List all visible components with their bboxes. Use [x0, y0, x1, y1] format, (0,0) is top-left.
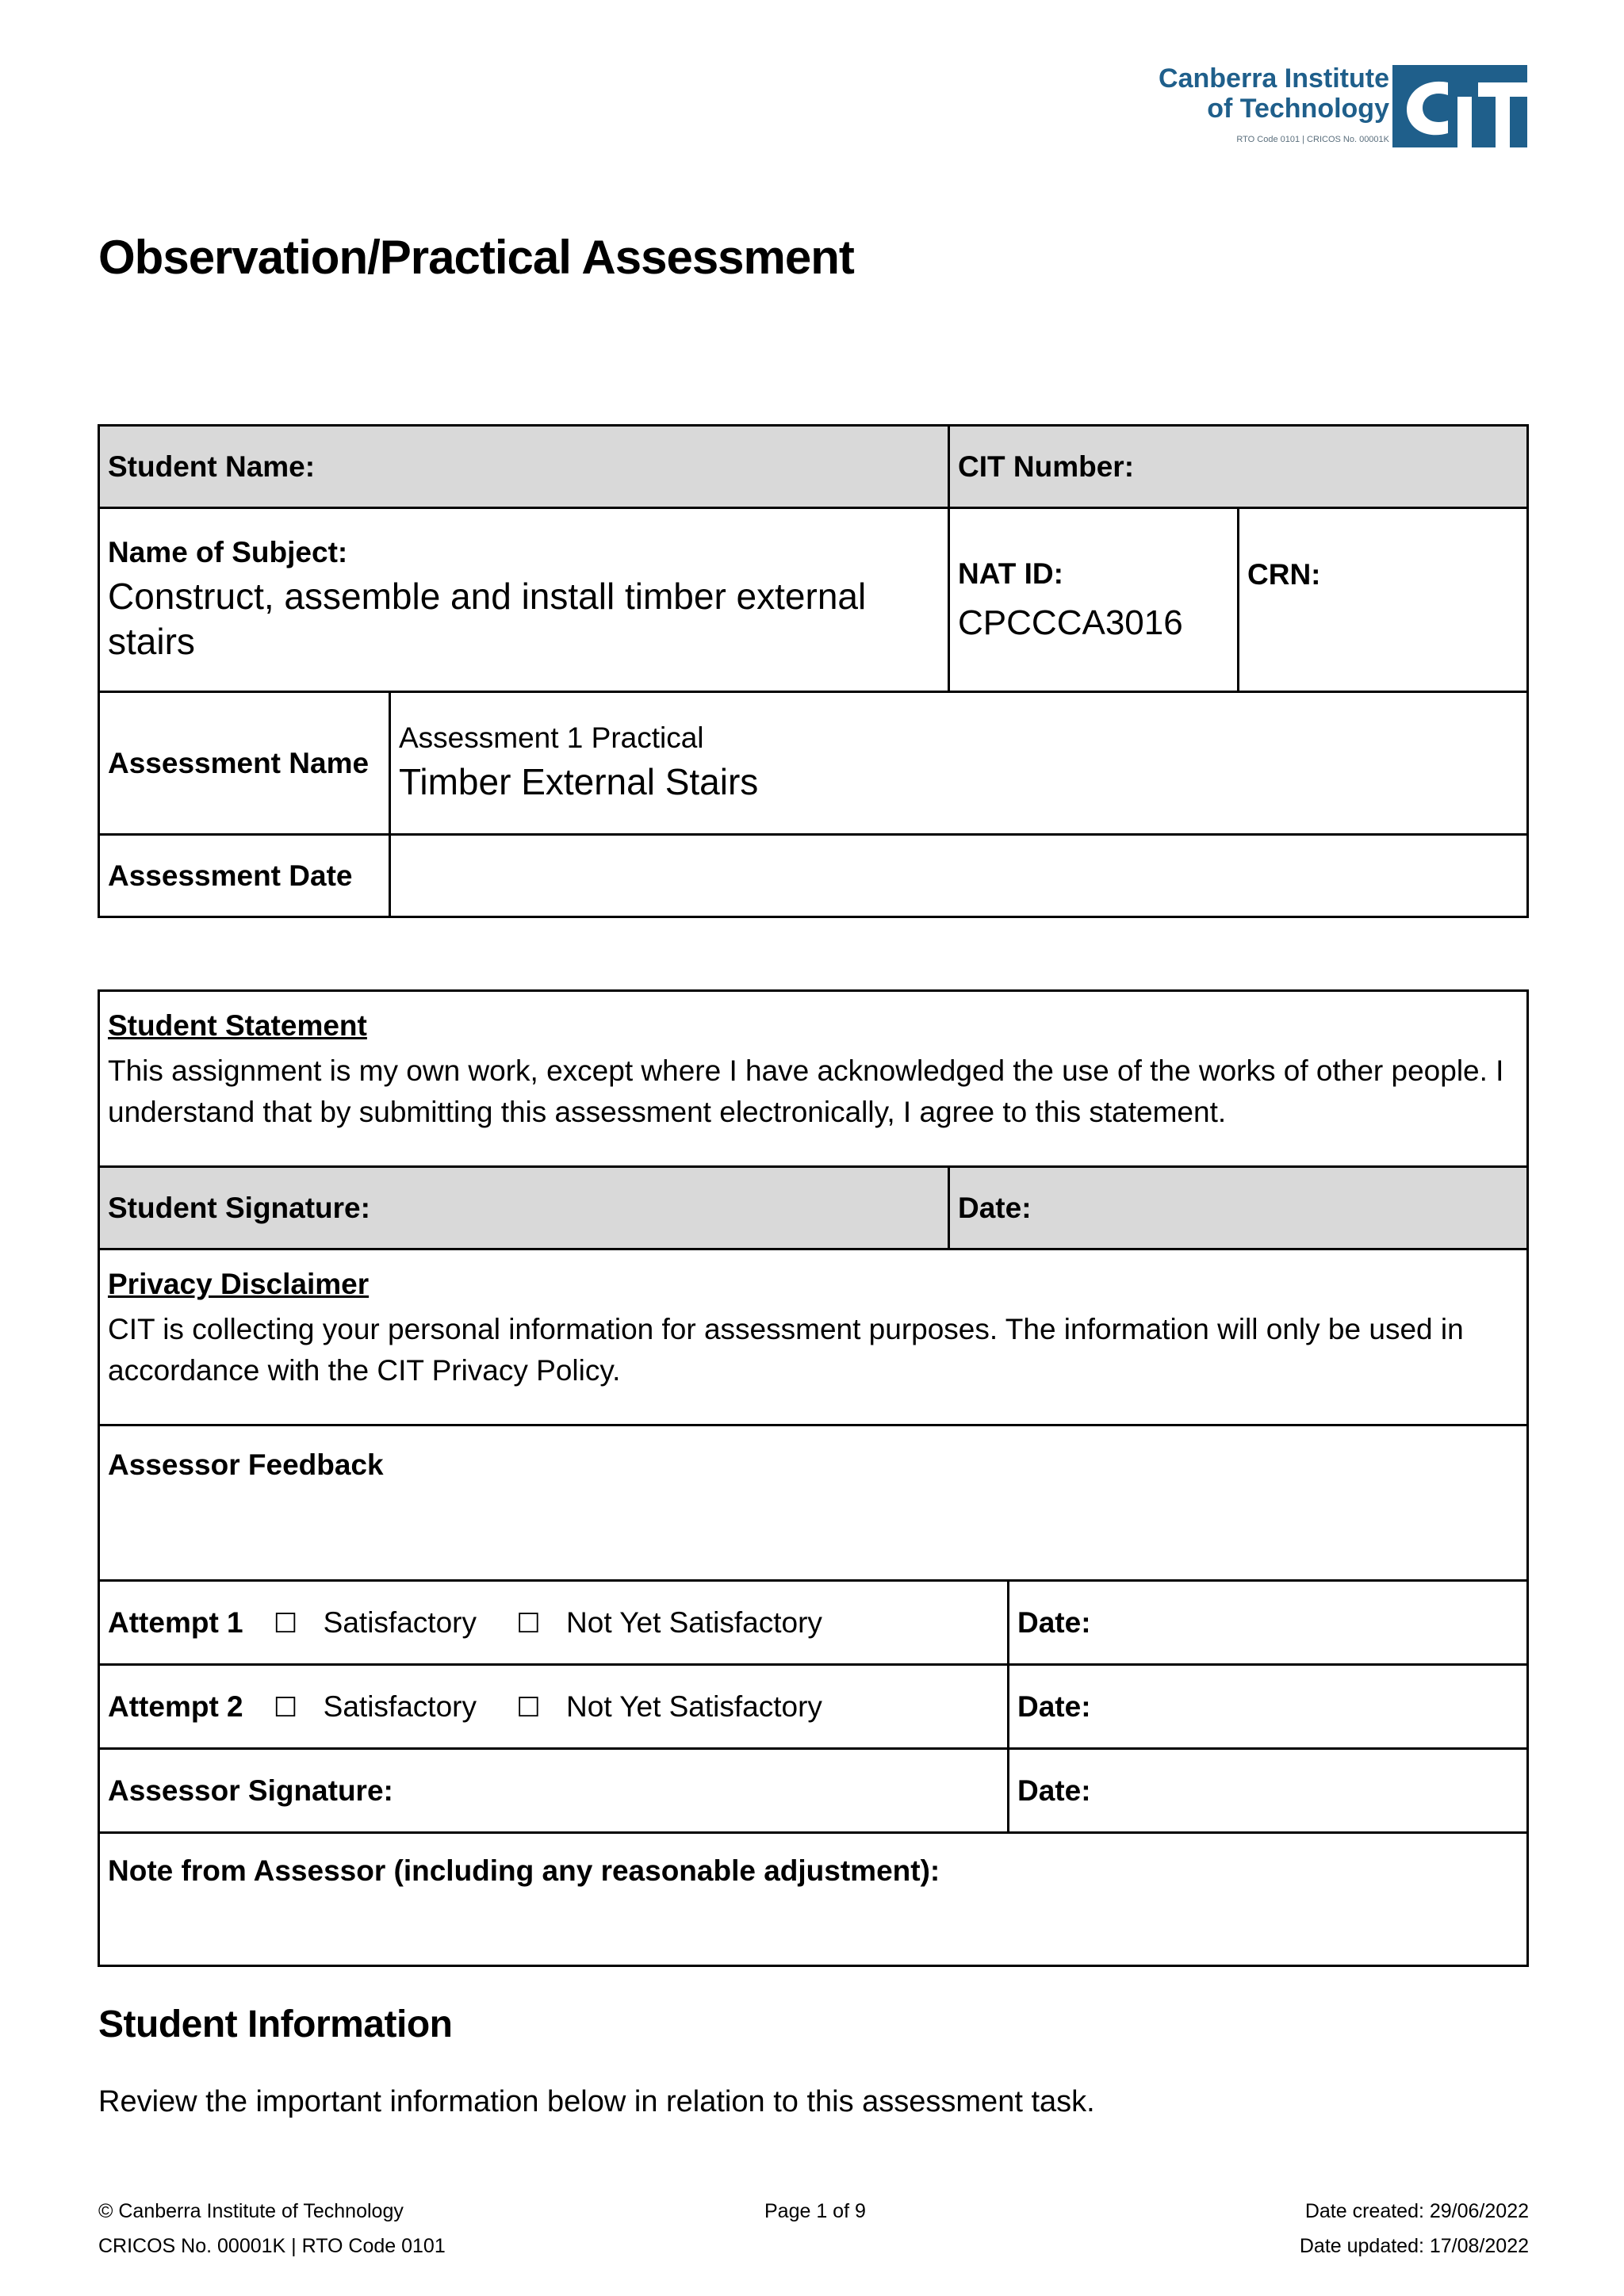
- attempt-1-label: Attempt 1: [108, 1605, 243, 1639]
- statement-feedback-table: [98, 989, 1529, 1967]
- footer-date-updated: Date updated: 17/08/2022: [1299, 2235, 1529, 2257]
- attempt-1-date-label: Date:: [1017, 1605, 1091, 1639]
- assessor-note-field[interactable]: [99, 1833, 1528, 1966]
- crn-label: CRN:: [1247, 558, 1321, 591]
- nat-id-value: CPCCCA3016: [958, 603, 1183, 642]
- assessment-name-cell: [390, 692, 1528, 835]
- student-date-field[interactable]: [949, 1167, 1528, 1249]
- cit-mark-icon: [1392, 65, 1527, 147]
- assessment-name-line1: Assessment 1 Practical: [399, 721, 704, 754]
- cit-number-label: CIT Number:: [958, 450, 1135, 483]
- footer-date-created: Date created: 29/06/2022: [1304, 2200, 1529, 2222]
- crn-field[interactable]: [1239, 508, 1528, 692]
- attempt-2-satisfactory-label: Satisfactory: [323, 1689, 477, 1723]
- footer-copyright: © Canberra Institute of Technology: [98, 2200, 404, 2222]
- student-date-label: Date:: [958, 1191, 1032, 1224]
- logo-rto: RTO Code 0101 | CRICOS No. 00001K: [1236, 135, 1389, 144]
- logo-line2: of Technology: [1207, 94, 1389, 124]
- assessment-date-label: Assessment Date: [99, 835, 390, 917]
- subject-label: Name of Subject:: [108, 535, 348, 568]
- attempt-2-date-label: Date:: [1017, 1689, 1091, 1723]
- student-signature-field[interactable]: [99, 1167, 949, 1249]
- assessor-note-label: Note from Assessor (including any reasonable adjustment):: [108, 1854, 940, 1887]
- nat-id-label: NAT ID:: [958, 557, 1063, 590]
- attempt-2-date-field[interactable]: [1009, 1665, 1528, 1749]
- footer-page-number: Page 1 of 9: [764, 2200, 866, 2222]
- student-name-field[interactable]: [99, 426, 949, 508]
- student-signature-label: Student Signature:: [108, 1191, 370, 1224]
- assessor-feedback-field[interactable]: [99, 1425, 1528, 1581]
- attempt-2-satisfactory-checkbox[interactable]: ☐: [273, 1691, 298, 1724]
- attempt-2-not-yet-label: Not Yet Satisfactory: [566, 1689, 822, 1723]
- attempt-1-date-field[interactable]: [1009, 1581, 1528, 1665]
- privacy-heading: Privacy Disclaimer: [108, 1268, 370, 1300]
- cit-number-field[interactable]: [949, 426, 1528, 508]
- page-title: Observation/Practical Assessment: [98, 231, 854, 284]
- assessment-name-line2: Timber External Stairs: [399, 761, 759, 802]
- assessment-name-label: Assessment Name: [99, 692, 390, 835]
- assessor-signature-label: Assessor Signature:: [108, 1774, 393, 1807]
- student-information-heading: Student Information: [98, 2003, 453, 2045]
- attempt-1-satisfactory-label: Satisfactory: [323, 1605, 477, 1639]
- attempt-1-not-yet-checkbox[interactable]: ☐: [516, 1607, 541, 1640]
- assessor-date-label: Date:: [1017, 1774, 1091, 1807]
- footer-cricos: CRICOS No. 00001K | RTO Code 0101: [98, 2235, 446, 2257]
- attempt-2-label: Attempt 2: [108, 1689, 243, 1723]
- attempt-1-satisfactory-checkbox[interactable]: ☐: [273, 1607, 298, 1640]
- cit-logo: [1150, 63, 1530, 151]
- attempt-1-not-yet-label: Not Yet Satisfactory: [566, 1605, 822, 1639]
- student-statement-text: This assignment is my own work, except where I have acknowledged the use of the works of other people. I understand that by submitting this assessment electronically, I agree to this statement.: [108, 1054, 1504, 1128]
- assessor-date-field[interactable]: [1009, 1749, 1528, 1833]
- subject-cell: [99, 508, 949, 692]
- attempt-1-row: [99, 1581, 1009, 1665]
- assessment-details-table: [98, 424, 1529, 918]
- assessor-feedback-label: Assessor Feedback: [108, 1448, 384, 1481]
- student-statement: [99, 991, 1528, 1167]
- subject-value: Construct, assemble and install timber external stairs: [108, 575, 867, 662]
- privacy-disclaimer: [99, 1249, 1528, 1425]
- logo-line1: Canberra Institute: [1159, 63, 1389, 94]
- attempt-2-not-yet-checkbox[interactable]: ☐: [516, 1691, 541, 1724]
- privacy-text: CIT is collecting your personal information for assessment purposes. The information will only be used in accordance with the CIT Privacy Policy.: [108, 1313, 1464, 1387]
- student-statement-heading: Student Statement: [108, 1009, 367, 1042]
- attempt-2-row: [99, 1665, 1009, 1749]
- assessor-signature-field[interactable]: [99, 1749, 1009, 1833]
- assessment-date-field[interactable]: [390, 835, 1528, 917]
- nat-id-cell: [949, 508, 1239, 692]
- student-name-label: Student Name:: [108, 450, 316, 483]
- student-information-text: Review the important information below in relation to this assessment task.: [98, 2085, 1095, 2118]
